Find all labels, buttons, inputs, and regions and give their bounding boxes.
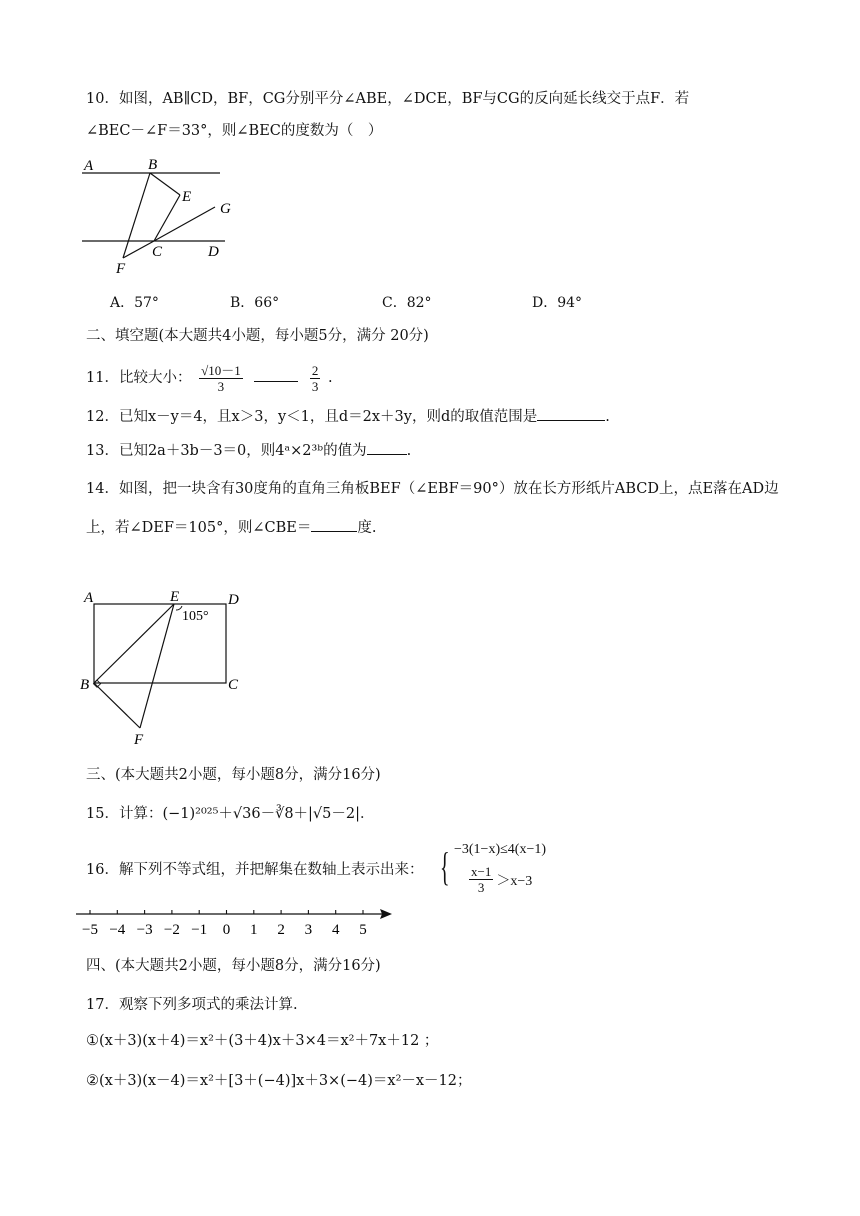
q11-left-denominator: 3 — [217, 378, 225, 394]
q16-inequality-2-fraction — [469, 864, 493, 895]
q14-line1: 14．如图，把一块含有30度角的直角三角板BEF（∠EBF＝90°）放在长方形纸片ABCD上，点E落在AD边 — [86, 481, 779, 497]
q10-line2: ∠BEC－∠F＝33°，则∠BEC的度数为（ ） — [86, 123, 383, 139]
q11-answer-blank[interactable] — [254, 367, 298, 382]
q14-label-f: F — [134, 732, 144, 748]
number-line-tick-label: −5 — [82, 922, 98, 938]
number-line-tick-label: 0 — [222, 922, 231, 938]
q10-choice-c: C．82° — [382, 295, 432, 311]
q12-end: . — [605, 409, 610, 425]
q12-answer-blank[interactable] — [537, 406, 605, 421]
q16-inequality-1: −3(1−x)≤4(x−1) — [454, 842, 547, 857]
number-line-tick-label: 5 — [359, 922, 367, 938]
q10-choice-b: B．66° — [230, 295, 280, 311]
q10-label-b: B — [148, 157, 158, 173]
section-2-heading: 二、填空题(本大题共4小题，每小题5分，满分 20分) — [86, 328, 429, 344]
number-line-tick-label: −3 — [136, 922, 153, 938]
q10-line1: 10．如图，AB∥CD，BF，CG分别平分∠ABE，∠DCE，BF与CG的反向延长线交于点F．若 — [86, 91, 690, 107]
q14-line2 — [86, 517, 376, 538]
q10-figure — [80, 155, 250, 280]
q17-equation-2: ②(x＋3)(x－4)＝x²＋[3＋(−4)]x＋3×(−4)＝x²－x－12； — [86, 1073, 472, 1089]
q14-figure — [78, 586, 258, 751]
q14-answer-blank[interactable] — [311, 517, 357, 532]
q16-inequality-2-denominator: 3 — [477, 880, 485, 895]
q10-choice-a: A．57° — [110, 295, 159, 311]
q11-right-fraction — [310, 363, 321, 394]
q16-number-line — [76, 904, 396, 940]
q16-brace: { — [440, 844, 450, 889]
q12-text: 12．已知x－y＝4，且x＞3，y＜1，且d＝2x＋3y，则d的取值范围是 — [86, 409, 538, 425]
q12-line — [86, 406, 610, 427]
q13-line — [86, 440, 411, 461]
q14-line2-pre: 上，若∠DEF＝105°，则∠CBE＝ — [86, 520, 312, 536]
section-3-heading: 三、(本大题共2小题，每小题8分，满分16分) — [86, 767, 381, 783]
q11-line — [86, 362, 333, 394]
q10-label-d: D — [208, 244, 219, 260]
q14-label-a: A — [84, 590, 94, 606]
q13-end: . — [406, 443, 412, 459]
number-line-tick-label: 1 — [250, 922, 258, 938]
q10-label-f: F — [116, 261, 126, 277]
q14-label-d: D — [228, 592, 239, 608]
q14-angle-label: 105° — [182, 609, 209, 624]
number-line-tick-label: −1 — [191, 922, 208, 938]
number-line-tick-label: 3 — [304, 922, 313, 938]
q16-inequality-2-numerator: x−1 — [471, 864, 492, 879]
q16-inequality-2-rest: ＞x−3 — [496, 873, 533, 889]
q16-inequality-2 — [466, 864, 532, 895]
q14-label-c: C — [228, 677, 239, 693]
q11-left-numerator: √10－1 — [201, 362, 241, 378]
q14-line2-post: 度. — [357, 520, 377, 536]
number-line-tick-label: −2 — [163, 922, 180, 938]
q16-text: 16．解下列不等式组，并把解集在数轴上表示出来： — [86, 862, 424, 878]
q17-intro: 17．观察下列多项式的乘法计算. — [86, 997, 298, 1013]
q11-right-denominator: 3 — [311, 378, 319, 394]
q10-label-a: A — [84, 158, 94, 174]
section-4-heading: 四、(本大题共2小题，每小题8分，满分16分) — [86, 958, 381, 974]
q17-equation-1: ①(x＋3)(x＋4)＝x²＋(3＋4)x＋3×4＝x²＋7x＋12 ； — [86, 1033, 439, 1049]
q13-text: 13．已知2a＋3b－3＝0，则4ᵃ×2³ᵇ的值为 — [86, 443, 367, 459]
q11-left-fraction — [199, 363, 243, 394]
q11-suffix: . — [328, 370, 333, 386]
q10-label-c: C — [152, 244, 163, 260]
number-line-tick-label: 4 — [331, 922, 340, 938]
q13-answer-blank[interactable] — [367, 440, 407, 455]
q14-label-e: E — [170, 589, 180, 605]
q15-line: 15．计算：(−1)²⁰²⁵＋√36－∛8＋|√5－2|． — [86, 806, 375, 822]
number-line-tick-label: 2 — [277, 922, 285, 938]
q14-label-b: B — [80, 677, 90, 693]
number-line-tick-label: −4 — [109, 922, 126, 938]
q11-prefix: 11．比较大小： — [86, 370, 192, 386]
q11-right-numerator: 2 — [311, 362, 319, 378]
q10-label-e: E — [182, 189, 192, 205]
q10-choice-d: D．94° — [532, 295, 583, 311]
q10-label-g: G — [220, 201, 231, 217]
